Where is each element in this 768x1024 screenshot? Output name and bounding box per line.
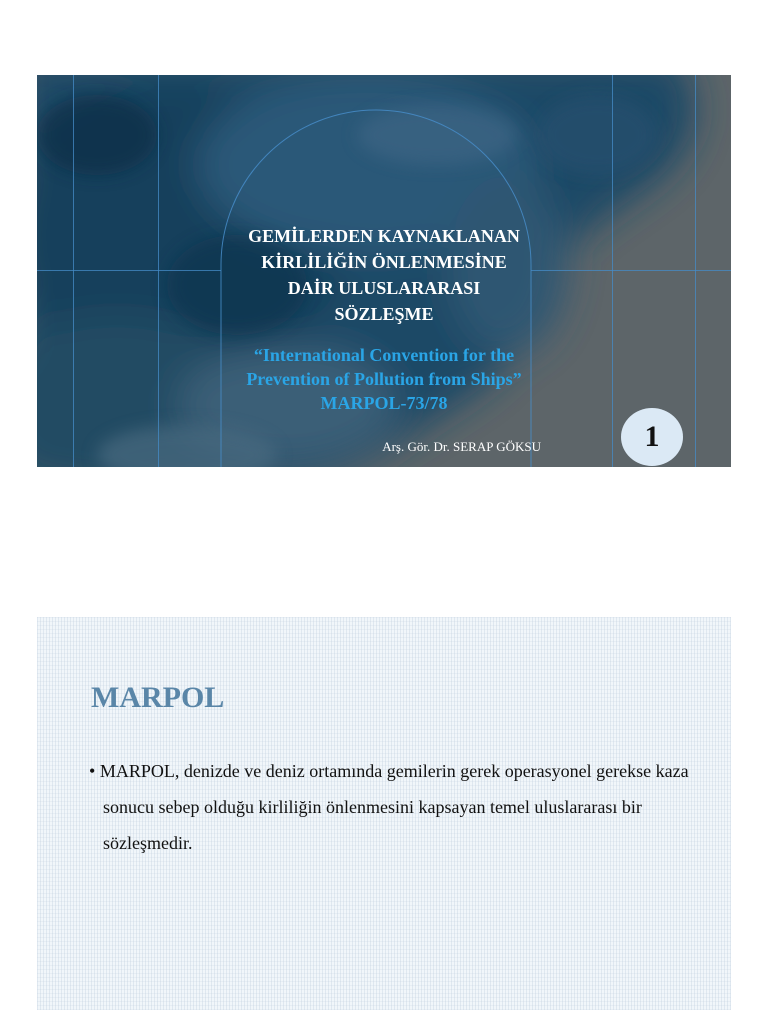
bullet-item [89, 753, 703, 861]
slide-subtitle [207, 343, 561, 415]
slide-2-marpol [37, 617, 731, 1010]
page-number: 1 [644, 420, 660, 453]
subtitle-line: MARPOL-73/78 [320, 393, 448, 413]
bullet-text: MARPOL, denizde ve deniz ortamında gemilerin gerek operasyonel gerekse kaza sonucu sebep olduğu kirliliğin önlenmesini kapsayan temel uluslararası bir sözleşmedir. [99, 761, 689, 853]
grid-line [158, 75, 159, 467]
slide-title: MARPOL [91, 681, 225, 714]
title-line: GEMİLERDEN KAYNAKLANAN [248, 226, 520, 246]
grid-line [612, 75, 613, 467]
slide-title [217, 223, 551, 327]
grid-line [695, 75, 696, 467]
slide-1-cover [37, 75, 731, 467]
grid-line [73, 75, 74, 467]
title-line: KİRLİLİĞİN ÖNLENMESİNE [261, 252, 507, 272]
title-line: SÖZLEŞME [334, 304, 434, 324]
grid-line [531, 270, 731, 271]
author-name: Arş. Gör. Dr. SERAP GÖKSU [382, 439, 541, 454]
grid-line [37, 270, 221, 271]
subtitle-line: Prevention of Pollution from Ships” [246, 369, 522, 389]
subtitle-line: “International Convention for the [253, 345, 515, 365]
bullet-marker: • [89, 761, 96, 781]
page-number-badge [621, 408, 683, 466]
title-line: DAİR ULUSLARARASI [287, 278, 481, 298]
